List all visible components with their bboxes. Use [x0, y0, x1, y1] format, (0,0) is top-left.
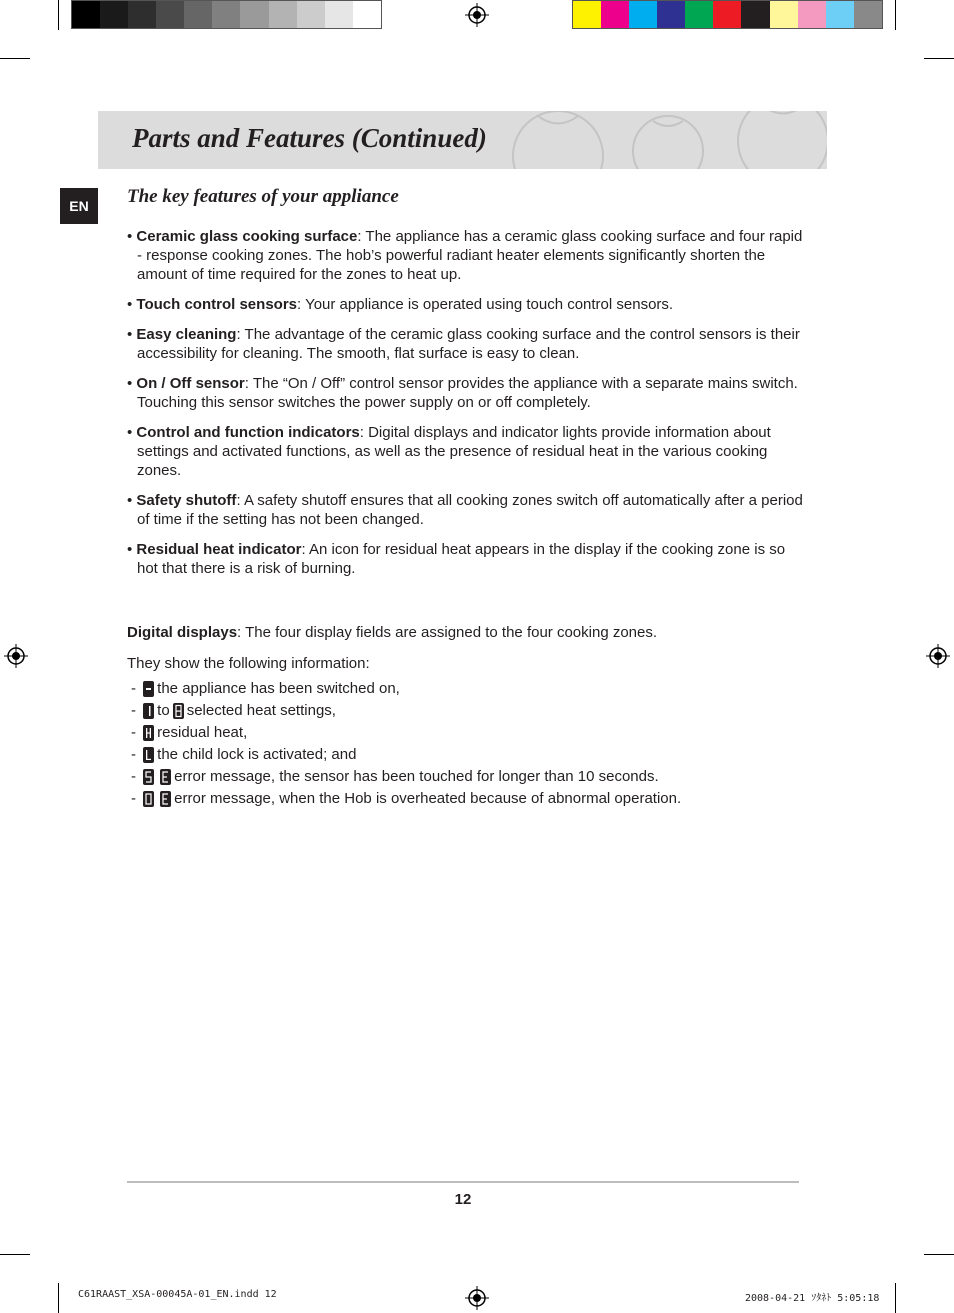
feature-term: Ceramic glass cooking surface — [136, 228, 358, 245]
color-swatch — [657, 1, 685, 28]
feature-term: Easy cleaning — [136, 326, 237, 343]
trim-mark — [58, 0, 59, 30]
feature-description: : The “On / Off” control sensor provides the appliance with a separate mains switch. Touching this sensor switches the power supply on or off completely. — [137, 375, 798, 411]
registration-mark-icon — [465, 3, 489, 27]
list-item: • Control and function indicators: Digital displays and indicator lights provide information about settings and activated functions, as well as the presence of residual heat in the various cooking zones. — [127, 424, 771, 479]
registration-mark-icon — [4, 644, 28, 668]
trim-mark — [58, 1283, 59, 1313]
list-item: - to selected heat settings, — [131, 700, 681, 722]
feature-description: : An icon for residual heat appears in the display if the cooking zone is so hot that there is a risk of burning. — [137, 541, 786, 577]
color-swatch — [156, 1, 184, 28]
registration-mark-icon — [926, 644, 950, 668]
color-swatch — [212, 1, 240, 28]
child-lock-l-display-icon — [143, 747, 154, 763]
feature-term: Control and function indicators — [136, 424, 360, 441]
list-item: • Ceramic glass cooking surface: The appliance has a ceramic glass cooking surface and four rapid - response cooking zones. The hob’s powerful radiant heater elements significantly shorten the amount of time required for the zones to heat up. — [127, 228, 803, 283]
digit-9-display-icon — [173, 703, 184, 719]
trim-mark — [924, 58, 954, 59]
process-color-bar — [572, 0, 883, 29]
info-text-to: to — [157, 702, 170, 719]
trim-mark — [895, 1283, 896, 1313]
info-text: error message, the sensor has been touched for longer than 10 seconds. — [174, 768, 659, 785]
page-number: 12 — [454, 1191, 472, 1208]
color-swatch — [629, 1, 657, 28]
color-swatch — [72, 1, 100, 28]
header-band — [98, 111, 827, 169]
slug-date-info: 2008-04-21 ｿﾀﾈﾄ 5:05:18 — [745, 1293, 880, 1304]
color-swatch — [269, 1, 297, 28]
color-swatch — [770, 1, 798, 28]
color-swatch — [297, 1, 325, 28]
feature-term: On / Off sensor — [136, 375, 245, 392]
digital-displays-term: Digital displays — [127, 624, 238, 641]
list-item: • Safety shutoff: A safety shutoff ensures that all cooking zones switch off automatically after a period of time if the setting has not been changed. — [127, 492, 803, 528]
color-swatch — [100, 1, 128, 28]
error-0-display-icon — [143, 791, 154, 807]
color-swatch — [240, 1, 268, 28]
digital-displays-paragraph — [127, 623, 657, 642]
list-item: - the appliance has been switched on, — [131, 678, 681, 700]
section-title: The key features of your appliance — [127, 186, 399, 207]
feature-description: : Digital displays and indicator lights provide information about settings and activated functions, as well as the presence of residual heat in the various cooking zones. — [137, 424, 771, 479]
digit-1-display-icon — [143, 703, 154, 719]
list-item: • Easy cleaning: The advantage of the ceramic glass cooking surface and the control sensors is their accessibility for cleaning. The smooth, flat surface is easy to clean. — [127, 326, 800, 362]
footer-divider — [127, 1181, 799, 1183]
trim-mark — [0, 1254, 30, 1255]
trim-mark — [0, 58, 30, 59]
dash-display-icon — [143, 681, 154, 697]
features-list — [127, 227, 807, 589]
color-swatch — [713, 1, 741, 28]
slug-file-info: C61RAAST_XSA-00045A-01_EN.indd 12 — [78, 1289, 277, 1300]
color-swatch — [184, 1, 212, 28]
registration-mark-icon — [465, 1286, 489, 1310]
list-item: - error message, the sensor has been touched for longer than 10 seconds. — [131, 766, 681, 788]
list-item: - the child lock is activated; and — [131, 744, 681, 766]
feature-term: Touch control sensors — [136, 296, 297, 313]
info-intro: They show the following information: — [127, 655, 370, 672]
list-item: • Touch control sensors: Your appliance is operated using touch control sensors. — [127, 296, 674, 313]
grayscale-color-bar — [71, 0, 382, 29]
color-swatch — [826, 1, 854, 28]
list-item: • Residual heat indicator: An icon for residual heat appears in the display if the cooking zone is so hot that there is a risk of burning. — [127, 541, 786, 577]
feature-description: : The advantage of the ceramic glass cooking surface and the control sensors is their accessibility for cleaning. The smooth, flat surface is easy to clean. — [137, 326, 800, 362]
color-swatch — [685, 1, 713, 28]
color-swatch — [741, 1, 769, 28]
display-info-list — [131, 678, 681, 810]
trim-mark — [924, 1254, 954, 1255]
feature-term: Residual heat indicator — [136, 541, 302, 558]
info-text: the child lock is activated; and — [157, 746, 357, 763]
digital-displays-description: : The four display fields are assigned to the four cooking zones. — [237, 624, 658, 641]
info-text: selected heat settings, — [186, 702, 336, 719]
list-item: - residual heat, — [131, 722, 681, 744]
info-text: residual heat, — [157, 724, 248, 741]
info-text: error message, when the Hob is overheated because of abnormal operation. — [174, 790, 682, 807]
feature-description: : A safety shutoff ensures that all cooking zones switch off automatically after a period of time if the setting has not been changed. — [137, 492, 803, 528]
language-badge: EN — [60, 188, 98, 224]
tomato-watermark-icon — [498, 111, 827, 169]
residual-heat-h-display-icon — [143, 725, 154, 741]
list-item: - error message, when the Hob is overheated because of abnormal operation. — [131, 788, 681, 810]
list-item: • On / Off sensor: The “On / Off” control sensor provides the appliance with a separate mains switch. Touching this sensor switches the power supply on or off completely. — [127, 375, 798, 411]
feature-description: : The appliance has a ceramic glass cooking surface and four rapid - response cooking zones. The hob’s powerful radiant heater elements significantly shorten the amount of time required for the zones to heat up. — [137, 228, 803, 283]
feature-term: Safety shutoff — [136, 492, 237, 509]
error-5-display-icon — [143, 769, 154, 785]
color-swatch — [325, 1, 353, 28]
trim-mark — [895, 0, 896, 30]
page-title: Parts and Features (Continued) — [132, 123, 487, 153]
color-swatch — [128, 1, 156, 28]
info-text: the appliance has been switched on, — [157, 680, 400, 697]
color-swatch — [573, 1, 601, 28]
color-swatch — [854, 1, 882, 28]
feature-description: : Your appliance is operated using touch control sensors. — [297, 296, 674, 313]
error-e-display-icon — [160, 791, 171, 807]
color-swatch — [353, 1, 381, 28]
color-swatch — [601, 1, 629, 28]
color-swatch — [798, 1, 826, 28]
error-e-display-icon — [160, 769, 171, 785]
